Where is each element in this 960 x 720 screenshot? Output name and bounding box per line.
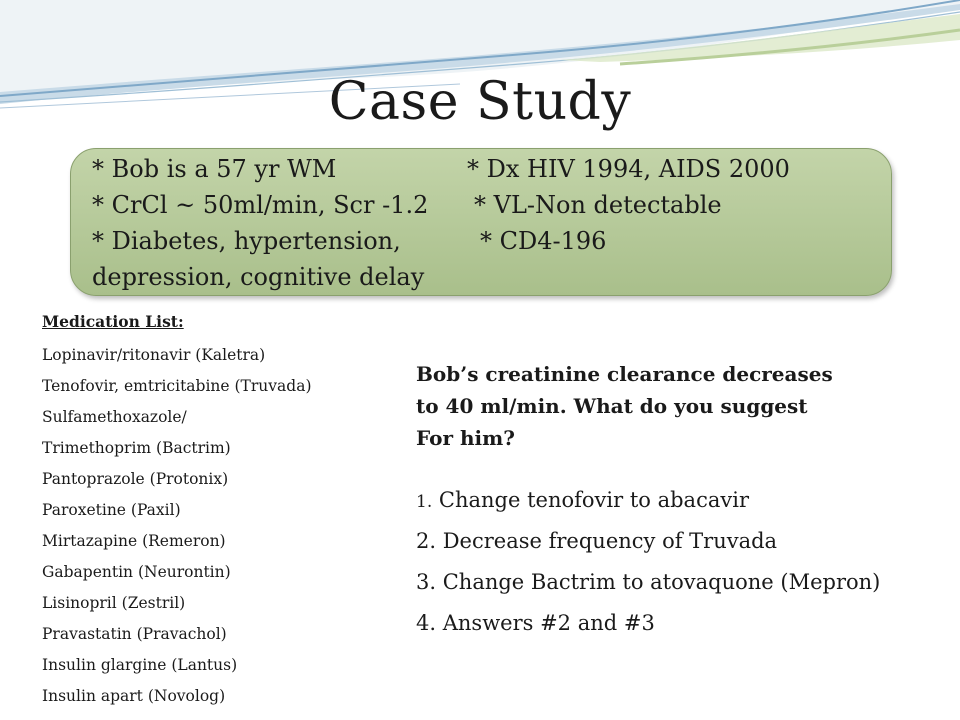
info-line: * Dx HIV 1994, AIDS 2000 [467,155,790,183]
answer-number: 3. [416,570,437,594]
medication-item: Paroxetine (Paxil) [42,501,181,519]
info-line: * Diabetes, hypertension, [92,227,401,255]
info-line: * VL-Non detectable [474,191,722,219]
answer-text: Change Bactrim to atovaquone (Mepron) [436,570,881,594]
medication-item: Gabapentin (Neurontin) [42,563,231,581]
case-question [416,358,896,454]
medication-item: Sulfamethoxazole/ [42,408,187,426]
answer-option [416,605,936,646]
info-line: * CrCl ~ 50ml/min, Scr -1.2 [92,191,429,219]
medication-item: Pravastatin (Pravachol) [42,625,227,643]
info-line: depression, cognitive delay [92,263,425,291]
question-line: Bob’s creatinine clearance decreases [416,362,833,386]
patient-info-right [467,151,790,259]
answer-number: 4. [416,611,437,635]
medication-item: Insulin glargine (Lantus) [42,656,238,674]
answer-text: Answers #2 and #3 [436,611,655,635]
info-line: * CD4-196 [480,227,607,255]
patient-info-left [92,151,428,295]
medication-list [42,310,312,712]
answer-option [416,523,936,564]
medication-item: Lopinavir/ritonavir (Kaletra) [42,346,266,364]
medication-item: Insulin apart (Novolog) [42,687,226,705]
info-line: * Bob is a 57 yr WM [92,155,337,183]
answer-text: Change tenofovir to abacavir [432,488,749,512]
answer-options [416,482,936,646]
medication-item: Mirtazapine (Remeron) [42,532,226,550]
medication-list-heading: Medication List: [42,312,184,331]
medication-item: Tenofovir, emtricitabine (Truvada) [42,377,312,395]
medication-item: Trimethoprim (Bactrim) [42,439,231,457]
question-line: to 40 ml/min. What do you suggest [416,394,808,418]
question-line: For him? [416,426,515,450]
answer-number: 1. [416,492,433,512]
medication-item: Lisinopril (Zestril) [42,594,186,612]
slide-title: Case Study [328,72,632,132]
answer-option [416,564,936,605]
medication-item: Pantoprazole (Protonix) [42,470,229,488]
answer-text: Decrease frequency of Truvada [436,529,778,553]
answer-number: 2. [416,529,437,553]
answer-option [416,482,936,523]
patient-info-box [70,148,892,296]
